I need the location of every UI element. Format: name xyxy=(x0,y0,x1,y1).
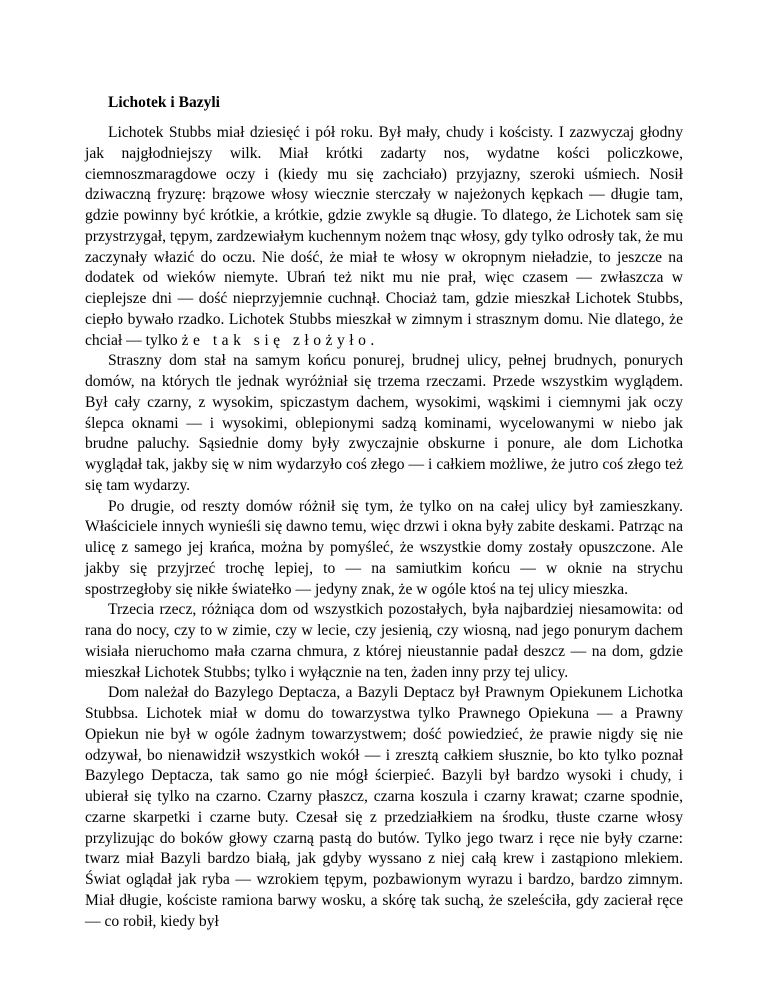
document-body xyxy=(85,123,683,932)
paragraph-tail: . xyxy=(370,331,375,349)
paragraph xyxy=(85,351,683,496)
paragraph-text: Trzecia rzecz, różniąca dom od wszystkich pozostałych, była najbardziej niesamowita: od rana do nocy, czy to w zimie, czy w lecie, czy jesienią, czy wiosną, nad jego ponurym dachem wisiała nieruchomo mała czarna chmura, z której nieustannie padał deszcz — na dom, gdzie mieszkał Lichotek Stubbs; tylko i wyłącznie na ten, żaden inny przy tej ulicy. xyxy=(85,601,683,681)
paragraph-text: Dom należał do Bazylego Deptacza, a Bazyli Deptacz był Prawnym Opiekunem Lichotka Stubbsa. Lichotek miał w domu do towarzystwa tylko Prawnego Opiekuna — a Prawny Opiekun nie był w ogóle żadnym towarzystwem; dość powiedzieć, że prawie nigdy się nie odzywał, bo nienawidził wszystkich wokół — i zresztą całkiem słusznie, bo kto tylko poznał Bazylego Deptacza, tak samo go nie mógł ścierpieć. Bazyli był bardzo wysoki i chudy, i ubierał się tylko na czarno. Czarny płaszcz, czarna koszula i czarny krawat; czarne spodnie, czarne skarpetki i czarne buty. Czesał się z przedziałkiem na środku, tłuste czarne włosy przylizując do boków głowy czarną pastą do butów. Tylko jego twarz i ręce nie były czarne: twarz miał Bazyli bardzo białą, jak gdyby wyssano z niej całą krew i zastąpiono mlekiem. Świat oglądał jak ryba — wzrokiem tępym, pozbawionym wyrazu i bardzo, bardzo zimnym. Miał długie, kościste ramiona barwy wosku, a skórę tak suchą, że szeleściła, gdy zacierał ręce — co robił, kiedy był xyxy=(85,684,683,930)
paragraph-text: Lichotek Stubbs miał dziesięć i pół roku. Był mały, chudy i kościsty. I zazwyczaj głodny jak najgłodniejszy wilk. Miał krótki zadarty nos, wydatne kości policzkowe, ciemnoszmaragdowe oczy i (kiedy mu się zachciało) przyjazny, szeroki uśmiech. Nosił dziwaczną fryzurę: brązowe włosy wiecznie sterczały w najeżonych kępkach — długie tam, gdzie powinny być krótkie, a krótkie, gdzie zwykle są długie. To dlatego, że Lichotek sam się przystrzygał, tępym, zardzewiałym kuchennym nożem tnąc włosy, gdy tylko odrosły tak, że mu zaczynały włazić do oczu. Nie dość, że miał te włosy w okropnym nieładzie, to jeszcze na dodatek od wieków niemyte. Ubrań też nikt mu nie prał, więc czasem — zwłaszcza w cieplejsze dni — dość nieprzyjemnie cuchnął. Chociaż tam, gdzie mieszkał Lichotek Stubbs, ciepło bywało rzadko. Lichotek Stubbs mieszkał w zimnym i strasznym domu. Nie dlatego, że chciał — tylko xyxy=(85,124,683,349)
paragraph xyxy=(85,123,683,351)
paragraph-text: Straszny dom stał na samym końcu ponurej, brudnej ulicy, pełnej brudnych, ponurych domów, na których tle jednak wyróżniał się trzema rzeczami. Przede wszystkim wyglądem. Był cały czarny, z wysokim, spiczastym dachem, wysokimi, wąskimi i ciemnymi jak oczy ślepca oknami — i wysokimi, oblepionymi sadzą kominami, wycelowanymi w niebo jak brudne paluchy. Sąsiednie domy były zwyczajnie obskurne i ponure, ale dom Lichotka wyglądał tak, jakby się w nim wydarzyło coś złego — i całkiem możliwe, że jutro coś złego też się tam wydarzy. xyxy=(85,352,683,494)
document-title: Lichotek i Bazyli xyxy=(108,94,220,111)
paragraph-text: Po drugie, od reszty domów różnił się tym, że tylko on na całej ulicy był zamieszkany. Właściciele innych wynieśli się dawno temu, więc drzwi i okna były zabite deskami. Patrząc na ulicę z samego jej krańca, można by pomyśleć, że wszystkie domy zostały opuszczone. Ale jakby się przyjrzeć trochę lepiej, to — na samiutkim końcu — w oknie na strychu spostrzegłoby się nikłe światełko — jedyny znak, że w ogóle ktoś na tej ulicy mieszka. xyxy=(85,497,683,598)
document-page xyxy=(85,85,683,932)
paragraph xyxy=(85,497,683,601)
paragraph xyxy=(85,683,683,932)
emphasized-text: że tak się złożyło xyxy=(181,331,371,349)
paragraph xyxy=(85,600,683,683)
